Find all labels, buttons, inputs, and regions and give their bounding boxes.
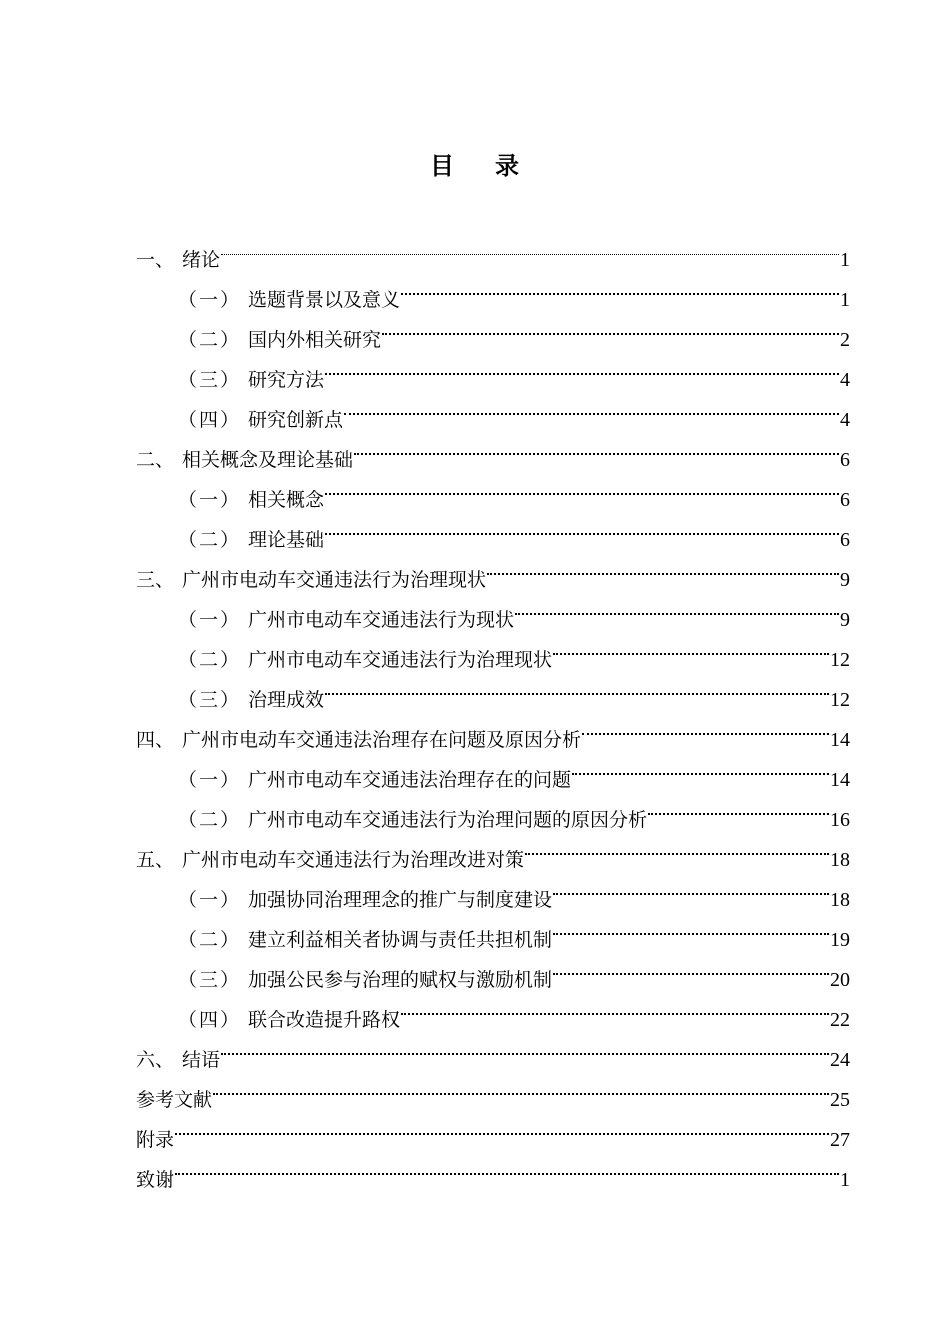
toc-page-number: 2 <box>840 329 850 351</box>
toc-page-number: 1 <box>840 249 850 271</box>
toc-entry-number: （二） <box>178 809 242 831</box>
toc-entry-label: 理论基础 <box>248 529 325 551</box>
toc-page-number: 14 <box>830 769 850 791</box>
toc-dot-leader <box>553 866 829 906</box>
toc-page-number: 9 <box>840 569 850 591</box>
toc-entry-label: 参考文献 <box>136 1089 213 1111</box>
toc-dot-leader <box>525 826 829 866</box>
toc-dot-leader <box>325 506 839 546</box>
toc-page-number: 19 <box>830 929 850 951</box>
toc-page-number: 14 <box>830 729 850 751</box>
toc-entry-number: （二） <box>178 529 242 551</box>
toc-page-number: 4 <box>840 369 850 391</box>
toc-chapter-entry[interactable] <box>136 226 850 271</box>
toc-chapter-entry[interactable] <box>136 1026 850 1071</box>
toc-section-entry[interactable] <box>136 266 850 311</box>
toc-page-number: 12 <box>830 649 850 671</box>
toc-chapter-entry[interactable] <box>136 1106 850 1151</box>
toc-dot-leader <box>401 266 839 306</box>
toc-entry-number: （二） <box>178 649 242 671</box>
toc-page-number: 18 <box>830 889 850 911</box>
toc-page-number: 6 <box>840 489 850 511</box>
toc-dot-leader <box>572 746 829 786</box>
toc-dot-leader <box>175 1146 839 1186</box>
toc-entry-number: （三） <box>178 969 242 991</box>
toc-entry-label: 广州市电动车交通违法行为治理现状 <box>248 649 553 671</box>
toc-entry-number: （二） <box>178 329 242 351</box>
toc-dot-leader <box>487 546 839 586</box>
toc-entry-number: （一） <box>178 609 242 631</box>
toc-page-number: 1 <box>840 1169 850 1191</box>
toc-entry-number: （三） <box>178 689 242 711</box>
toc-page-number: 16 <box>830 809 850 831</box>
toc-entry-label: 加强协同治理理念的推广与制度建设 <box>248 889 553 911</box>
toc-page-number: 27 <box>830 1129 850 1151</box>
toc-entry-number: 四、 <box>136 729 175 751</box>
toc-dot-leader <box>382 306 839 346</box>
toc-chapter-entry[interactable] <box>136 1146 850 1191</box>
toc-dot-leader <box>213 1066 829 1106</box>
toc-dot-leader <box>344 386 839 426</box>
toc-entry-label: 建立利益相关者协调与责任共担机制 <box>248 929 553 951</box>
toc-entry-label: 广州市电动车交通违法治理存在问题及原因分析 <box>182 729 582 751</box>
toc-page-number: 18 <box>830 849 850 871</box>
toc-dot-leader <box>515 586 839 626</box>
toc-entry-label: 广州市电动车交通违法行为治理问题的原因分析 <box>248 809 648 831</box>
toc-dot-leader <box>221 1026 829 1066</box>
toc-entry-label: 研究创新点 <box>248 409 344 431</box>
toc-dot-leader <box>325 666 829 706</box>
toc-chapter-entry[interactable] <box>136 1066 850 1111</box>
toc-entry-label: 广州市电动车交通违法行为治理改进对策 <box>182 849 525 871</box>
toc-page-number: 24 <box>830 1049 850 1071</box>
toc-entry-label: 广州市电动车交通违法治理存在的问题 <box>248 769 572 791</box>
table-of-contents <box>136 226 850 1191</box>
toc-dot-leader <box>221 226 839 266</box>
toc-entry-number: （一） <box>178 769 242 791</box>
toc-dot-leader <box>553 946 829 986</box>
toc-entry-number: 六、 <box>136 1049 175 1071</box>
toc-page-number: 6 <box>840 529 850 551</box>
toc-entry-number: （一） <box>178 489 242 511</box>
toc-entry-label: 联合改造提升路权 <box>248 1009 401 1031</box>
toc-entry-label: 致谢 <box>136 1169 175 1191</box>
toc-page-number: 12 <box>830 689 850 711</box>
toc-page-number: 20 <box>830 969 850 991</box>
toc-dot-leader <box>325 346 839 386</box>
toc-entry-label: 研究方法 <box>248 369 325 391</box>
toc-entry-label: 附录 <box>136 1129 175 1151</box>
toc-entry-number: （三） <box>178 369 242 391</box>
toc-entry-number: （四） <box>178 409 242 431</box>
toc-entry-number: （四） <box>178 1009 242 1031</box>
toc-page-number: 1 <box>840 289 850 311</box>
toc-entry-number: （一） <box>178 889 242 911</box>
toc-entry-number: 三、 <box>136 569 175 591</box>
toc-dot-leader <box>354 426 839 466</box>
toc-page-number: 25 <box>830 1089 850 1111</box>
title-char-1: 目 <box>430 152 455 180</box>
toc-entry-label: 绪论 <box>182 249 221 271</box>
page-title <box>0 148 950 184</box>
toc-entry-number: （二） <box>178 929 242 951</box>
title-char-2: 录 <box>495 152 520 180</box>
toc-page-number: 22 <box>830 1009 850 1031</box>
toc-entry-label: 选题背景以及意义 <box>248 289 401 311</box>
toc-entry-label: 广州市电动车交通违法行为治理现状 <box>182 569 487 591</box>
toc-entry-number: （一） <box>178 289 242 311</box>
toc-dot-leader <box>175 1106 829 1146</box>
toc-entry-label: 相关概念及理论基础 <box>182 449 354 471</box>
toc-entry-number: 一、 <box>136 249 175 271</box>
toc-entry-label: 广州市电动车交通违法行为现状 <box>248 609 515 631</box>
toc-dot-leader <box>648 786 829 826</box>
toc-page-number: 9 <box>840 609 850 631</box>
toc-entry-label: 加强公民参与治理的赋权与激励机制 <box>248 969 553 991</box>
toc-entry-label: 治理成效 <box>248 689 325 711</box>
toc-dot-leader <box>401 986 829 1026</box>
toc-entry-number: 二、 <box>136 449 175 471</box>
toc-page-number: 6 <box>840 449 850 471</box>
toc-entry-label: 结语 <box>182 1049 221 1071</box>
toc-dot-leader <box>553 626 829 666</box>
toc-entry-label: 相关概念 <box>248 489 325 511</box>
toc-page-number: 4 <box>840 409 850 431</box>
toc-dot-leader <box>582 706 829 746</box>
toc-entry-number: 五、 <box>136 849 175 871</box>
toc-dot-leader <box>553 906 829 946</box>
toc-entry-label: 国内外相关研究 <box>248 329 382 351</box>
toc-dot-leader <box>325 466 839 506</box>
